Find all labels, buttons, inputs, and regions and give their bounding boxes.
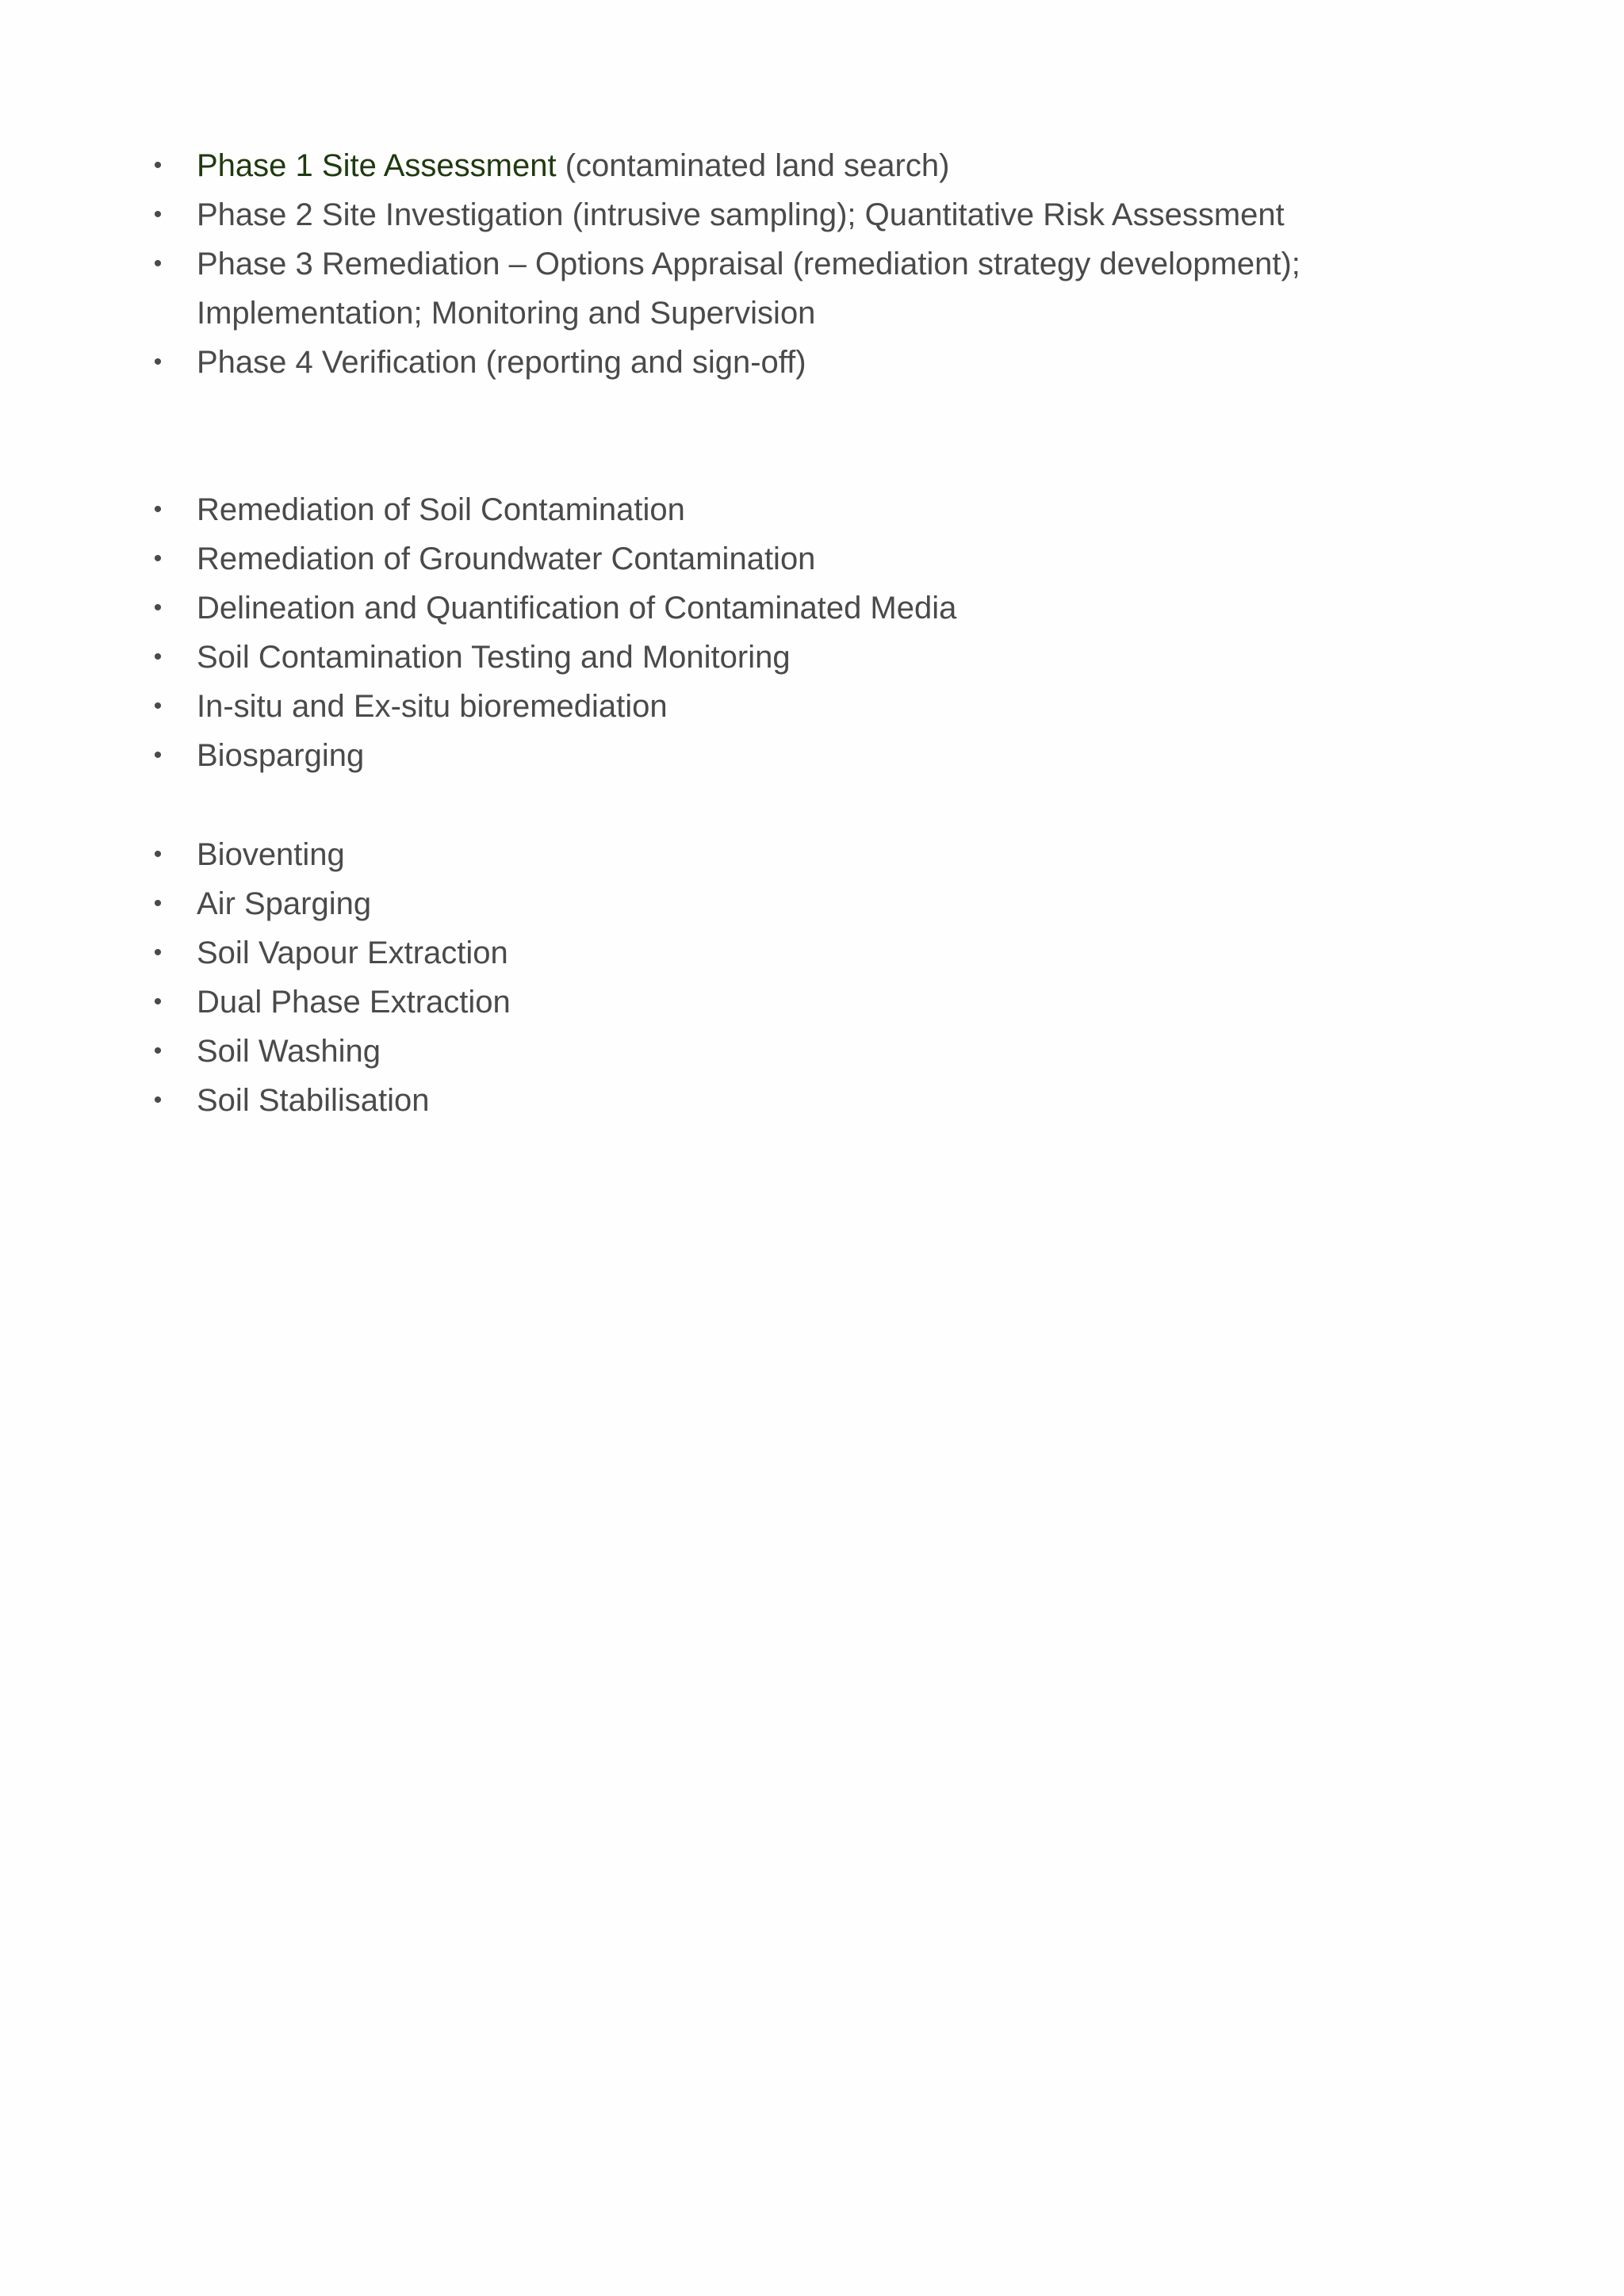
list-item	[144, 584, 1445, 633]
list-item-text: Phase 4 Verification (reporting and sign-off)	[197, 345, 806, 380]
bullet-icon: •	[153, 545, 163, 572]
list-item	[144, 731, 1445, 780]
bullet-icon: •	[153, 989, 163, 1015]
list-item	[144, 1027, 1445, 1076]
services-list-secondary	[144, 830, 1445, 1125]
list-item	[144, 830, 1445, 879]
list-item-phase-4	[144, 338, 1445, 387]
list-item-text: Dual Phase Extraction	[197, 985, 511, 1020]
list-item	[144, 1076, 1445, 1125]
list-item-phase-2	[144, 190, 1445, 239]
bullet-icon: •	[153, 1038, 163, 1064]
list-item-text: Air Sparging	[197, 886, 372, 921]
bullet-icon: •	[153, 152, 163, 178]
list-item-text: Soil Washing	[197, 1034, 381, 1069]
list-item-text: Remediation of Soil Contamination	[197, 492, 685, 527]
phase-1-link[interactable]: Phase 1 Site Assessment	[197, 148, 557, 183]
list-item	[144, 633, 1445, 682]
list-item	[144, 928, 1445, 978]
bullet-icon: •	[153, 939, 163, 966]
bullet-icon: •	[153, 1087, 163, 1113]
list-item-text: Biosparging	[197, 738, 365, 773]
bullet-icon: •	[153, 644, 163, 670]
bullet-icon: •	[153, 496, 163, 522]
list-item	[144, 682, 1445, 731]
list-item-text: Phase 3 Remediation – Options Appraisal (remediation strategy development); Implementation; Monitoring and Supervision	[197, 247, 1300, 331]
list-item-text: (contaminated land search)	[556, 148, 950, 183]
bullet-icon: •	[153, 201, 163, 228]
list-item	[144, 879, 1445, 928]
list-item-phase-1	[144, 141, 1445, 190]
list-item	[144, 485, 1445, 534]
bullet-icon: •	[153, 742, 163, 768]
list-item	[144, 978, 1445, 1027]
list-item-phase-3	[144, 239, 1445, 338]
bullet-icon: •	[153, 841, 163, 867]
list-item-text: Soil Vapour Extraction	[197, 936, 508, 970]
bullet-icon: •	[153, 595, 163, 621]
list-item-text: Phase 2 Site Investigation (intrusive sampling); Quantitative Risk Assessment	[197, 197, 1285, 232]
list-item	[144, 534, 1445, 584]
bullet-icon: •	[153, 251, 163, 277]
bullet-icon: •	[153, 349, 163, 375]
phase-list	[144, 141, 1445, 387]
list-item-text: Soil Contamination Testing and Monitoring	[197, 640, 791, 675]
list-item-text: In-situ and Ex-situ bioremediation	[197, 689, 668, 724]
bullet-icon: •	[153, 890, 163, 916]
list-item-text: Bioventing	[197, 837, 345, 872]
list-item-text: Delineation and Quantification of Contaminated Media	[197, 591, 957, 626]
list-item-text: Remediation of Groundwater Contamination	[197, 541, 816, 576]
services-list-primary	[144, 485, 1445, 780]
list-item-text: Soil Stabilisation	[197, 1083, 430, 1118]
bullet-icon: •	[153, 693, 163, 719]
